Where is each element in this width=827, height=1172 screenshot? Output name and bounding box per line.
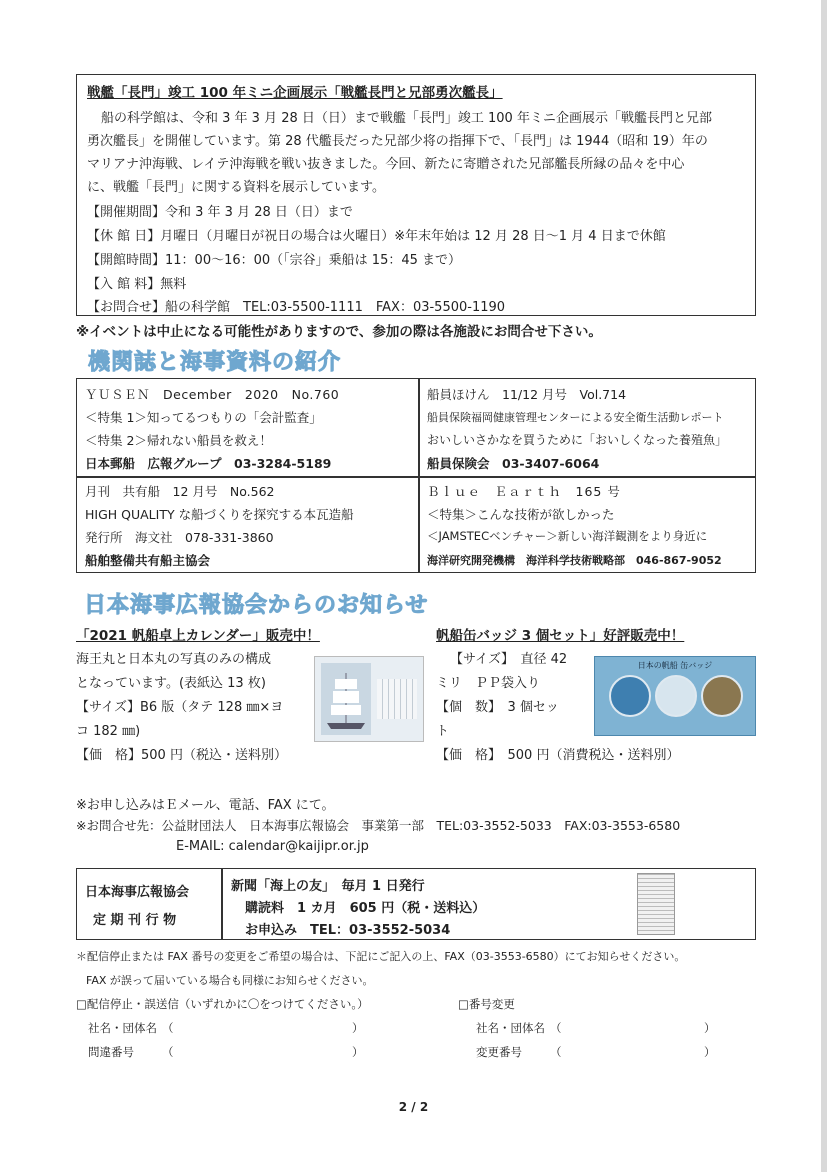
section-heading-publications: 機関誌と海事資料の紹介 bbox=[88, 350, 342, 375]
exhibit-period: 【開催期間】令和 3 年 3 月 28 日（日）まで bbox=[87, 205, 353, 220]
order-contact: ※お問合せ先：公益財団法人 日本海事広報協会 事業第一部 TEL:03-3552-5033 FAX:03-3553-6580 bbox=[76, 818, 681, 833]
section-heading-announcements: 日本海事広報協会からのお知らせ bbox=[84, 593, 429, 618]
periodical-price: 購読料 1 カ月 605 円（税・送料込） bbox=[245, 901, 486, 916]
periodical-org: 日本海事広報協会 bbox=[85, 885, 190, 900]
publication-line: 船員保険福岡健康管理センターによる安全衛生活動レポート bbox=[427, 411, 724, 424]
sailing-ship-icon bbox=[321, 663, 371, 735]
publication-title: ＹＵＳＥＮ December 2020 No.760 bbox=[85, 387, 340, 402]
calendar-image bbox=[314, 656, 424, 742]
company-name-field-change[interactable]: 社名・団体名 （ ） bbox=[476, 1021, 716, 1035]
publication-line: ＜特集 1＞知ってるつもりの「会計監査」 bbox=[85, 410, 322, 425]
number-change-header[interactable]: □番号変更 bbox=[458, 997, 515, 1011]
badge-title: 帆船缶バッジ 3 個セット」好評販売中！ bbox=[436, 628, 685, 644]
publication-line: おいしいさかなを買うために「おいしくなった養殖魚」 bbox=[427, 433, 728, 447]
publication-line: ＜特集＞こんな技術が欲しかった bbox=[427, 507, 615, 522]
field-label: 問違番号 bbox=[88, 1045, 134, 1059]
publication-senin-hoken bbox=[419, 379, 755, 476]
event-note: ※イベントは中止になる可能性がありますので、参加の際は各施設にお問合せ下さい。 bbox=[76, 324, 602, 340]
exhibit-body-line: 船の科学館は、令和 3 年 3 月 28 日（日）まで戦艦「長門」竣工 100 年ミニ企画展示「戦艦長門と兄部 bbox=[101, 111, 712, 126]
calendar-title: 「2021 帆船卓上カレンダー」販売中！ bbox=[76, 628, 320, 644]
order-methods: ※お申し込みはＥメール、電話、FAX にて。 bbox=[76, 798, 335, 813]
badge-size: ミリ ＰＰ袋入り bbox=[436, 676, 541, 691]
publication-line: ＜特集 2＞帰れない船員を救え！ bbox=[85, 433, 272, 448]
calendar-grid-icon bbox=[377, 679, 417, 719]
page-number: 2 / 2 bbox=[398, 1100, 429, 1114]
publication-blue-earth bbox=[419, 477, 755, 574]
periodical-newspaper: 新聞「海上の友」 毎月 1 日発行 bbox=[231, 879, 425, 894]
field-label: 社名・団体名 bbox=[88, 1021, 157, 1035]
badge-price: 【価 格】 500 円（消費税込・送料別） bbox=[436, 748, 680, 763]
badge-quantity: 【個 数】 3 個セッ bbox=[436, 700, 559, 715]
badge-size: 【サイズ】 直径 42 bbox=[450, 652, 568, 667]
calendar-description: 海王丸と日本丸の写真のみの構成 bbox=[76, 652, 272, 667]
company-name-field[interactable]: 社名・団体名 （ ） bbox=[88, 1021, 364, 1035]
publication-publisher: 船員保険会 03-3407-6064 bbox=[427, 456, 600, 471]
publication-publisher: 海洋研究開発機構 海洋科学技術戦略部 046-867-9052 bbox=[427, 554, 722, 567]
exhibit-hours: 【開館時間】11：00～16：00（「宗谷」乗船は 15：45 まで） bbox=[87, 253, 462, 268]
publication-line: 発行所 海文社 078-331-3860 bbox=[85, 530, 274, 545]
calendar-description: となっています。(表紙込 13 枚) bbox=[76, 676, 266, 691]
badge-image bbox=[594, 656, 756, 736]
exhibit-closed-days: 【休 館 日】月曜日（月曜日が祝日の場合は火曜日）※年末年始は 12 月 28 日～1 月 4 日まで休館 bbox=[87, 229, 666, 244]
badge-icon bbox=[701, 675, 743, 717]
calendar-size: コ 182 ㎜) bbox=[76, 724, 141, 739]
publication-yusen bbox=[77, 379, 418, 476]
field-label: 変更番号 bbox=[476, 1045, 522, 1059]
calendar-price: 【価 格】500 円（税込・送料別） bbox=[76, 748, 287, 763]
badge-icon bbox=[609, 675, 651, 717]
badge-quantity: ト bbox=[436, 724, 450, 739]
form-note: FAX が誤って届いている場合も同様にお知らせください。 bbox=[86, 974, 374, 987]
wrong-number-field[interactable]: 問違番号 （ ） bbox=[88, 1045, 364, 1059]
publication-publisher: 日本郵船 広報グループ 03-3284-5189 bbox=[85, 456, 332, 471]
publication-title: 船員ほけん 11/12 月号 Vol.714 bbox=[427, 387, 627, 402]
publications-grid bbox=[76, 378, 756, 573]
publication-line: HIGH QUALITY な船づくりを探究する本瓦造船 bbox=[85, 507, 354, 522]
exhibit-title: 戦艦「長門」竣工 100 年ミニ企画展示「戦艦長門と兄部勇次艦長」 bbox=[87, 85, 503, 101]
newspaper-thumbnail bbox=[637, 873, 675, 935]
new-number-field[interactable]: 変更番号 （ ） bbox=[476, 1045, 716, 1059]
publication-kyoyusen bbox=[77, 477, 418, 574]
form-note: ＊配信停止または FAX 番号の変更をご希望の場合は、下記にご記入の上、FAX（03-3553-6580）にてお知らせください。 bbox=[76, 950, 686, 963]
publication-line: ＜JAMSTECベンチャー＞新しい海洋観測をより身近に bbox=[427, 529, 708, 543]
exhibit-body-line: に、戦艦「長門」に関する資料を展示しています。 bbox=[87, 180, 385, 195]
exhibit-body-line: 勇次艦長」を開催しています。第 28 代艦長だった兄部少将の指揮下で、「長門」は 1944（昭和 19）年の bbox=[87, 134, 708, 149]
calendar-size: 【サイズ】B6 版（タテ 128 ㎜×ヨ bbox=[76, 700, 284, 715]
publication-title: Ｂｌｕｅ Ｅａｒｔｈ 165 号 bbox=[427, 484, 621, 499]
periodical-label: 定 期 刊 行 物 bbox=[93, 913, 177, 928]
unsubscribe-header[interactable]: □配信停止・誤送信（いずれかに〇をつけてください。） bbox=[76, 997, 369, 1011]
publication-publisher: 船舶整備共有船主協会 bbox=[85, 553, 211, 568]
badge-icon bbox=[655, 675, 697, 717]
order-email: E-MAIL: calendar@kaijipr.or.jp bbox=[176, 839, 369, 854]
field-label: 社名・団体名 bbox=[476, 1021, 545, 1035]
exhibit-admission: 【入 館 料】無料 bbox=[87, 277, 187, 292]
periodical-box bbox=[76, 868, 756, 940]
scan-edge bbox=[821, 0, 827, 1172]
periodical-apply: お申込み TEL：03-3552-5034 bbox=[245, 923, 451, 938]
exhibit-contact: 【お問合せ】船の科学館 TEL:03-5500-1111 FAX：03-5500-1190 bbox=[87, 300, 506, 315]
badge-image-caption: 日本の帆船 缶バッジ bbox=[637, 661, 713, 670]
exhibit-body-line: マリアナ沖海戦、レイテ沖海戦を戦い抜きました。今回、新たに寄贈された兄部艦長所縁の品々を中心 bbox=[87, 157, 685, 172]
publication-title: 月刊 共有船 12 月号 No.562 bbox=[85, 484, 275, 499]
exhibit-box bbox=[76, 74, 756, 316]
